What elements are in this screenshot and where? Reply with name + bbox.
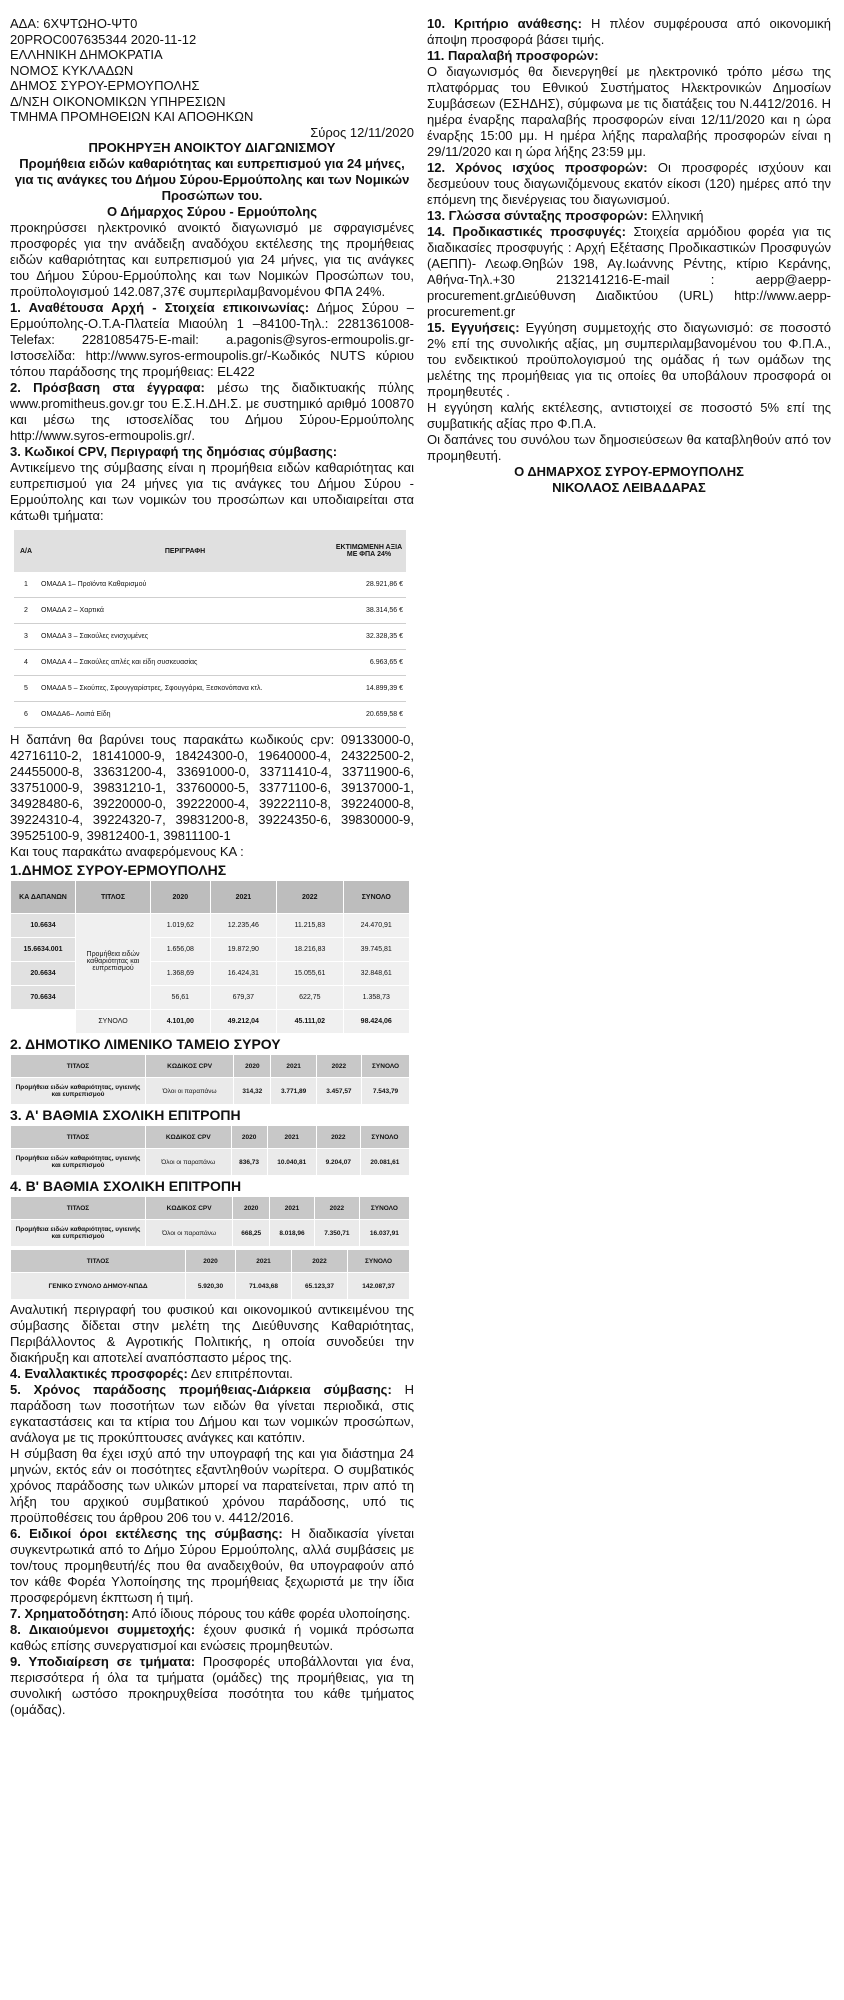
section-7 (10, 1606, 414, 1622)
cell: 7.543,79 (362, 1078, 410, 1105)
ka3-table (10, 1125, 410, 1176)
groups-header-description: ΠΕΡΙΓΡΑΦΗ (38, 530, 332, 572)
header: 2020 (231, 1126, 267, 1149)
cell: 32.328,35 € (332, 624, 406, 650)
section-9-text: Προσφορές υποβάλλονται για ένα, περισσότερα ή όλα τα τμήματα (ομάδες) της προμήθειας, για τη συνολική ωστόσο προκηρυχθείσα ποσότητα του κάθε τμήματος (ομάδας). (10, 1654, 414, 1717)
cell: 3.457,57 (316, 1078, 361, 1105)
header: 2022 (292, 1250, 348, 1273)
section-6-title: 6. Ειδικοί όροι εκτέλεσης της σύμβασης: (10, 1526, 283, 1541)
section-2 (10, 380, 414, 444)
section-12 (427, 160, 831, 208)
cell: 5 (14, 676, 38, 702)
section-13-title: 13. Γλώσσα σύνταξης προσφορών: (427, 208, 648, 223)
cell: 71.043,68 (236, 1273, 292, 1300)
section-10-title: 10. Κριτήριο ανάθεσης: (427, 16, 582, 31)
header: ΚΩΔΙΚΟΣ CPV (146, 1197, 233, 1220)
groups-table (14, 530, 406, 728)
header: 2021 (267, 1126, 316, 1149)
ka2-title: 2. ΔΗΜΟΤΙΚΟ ΛΙΜΕΝΙΚΟ ΤΑΜΕΙΟ ΣΥΡΟΥ (10, 1036, 281, 1052)
cell: 142.087,37 (348, 1273, 410, 1300)
cell: 19.872,90 (210, 938, 276, 962)
cell: 56,61 (151, 986, 211, 1010)
section-6-text: Η διαδικασία γίνεται συγκεντρωτικά από το Δήμο Σύρου Ερμούπολης, αλλά συμβάσεις με τον/τους προμηθευτή/ές που θα αναδειχθούν, θα υπογραφούν από τον κάθε Φορέα Υλοποίησης της προμήθειας ξεχωριστά με την ίδια προσφερόμενη έκπτωση ή τιμή. (10, 1526, 414, 1605)
cell: 15.055,61 (277, 962, 343, 986)
signature-name: ΝΙΚΟΛΑΟΣ ΛΕΙΒΑΔΑΡΑΣ (552, 480, 706, 495)
section-14-text: Στοιχεία αρμόδιου φορέα για τις διαδικασίες προσφυγής : Αρχή Εξέτασης Προδικαστικών Προσφυγών (ΑΕΠΠ)- Λεωφ.Θηβών 198, Αγ.Ιωάννης Ρέντης, κτίριο Κεράνης, Αθήνα-Τηλ.+30 2132141216-E-mail : aepp@aepp-procurement.grΔιεύθυνση Διαδικτύου (URL) http://www.aepp-procurement.gr (427, 224, 831, 319)
cell: 8.018,96 (270, 1220, 315, 1247)
grand-total-table (10, 1249, 410, 1300)
notice-subtitle: Προμήθεια ειδών καθαριότητας και ευπρεπισμού για 24 μήνες, για τις ανάγκες του Δήμου Σύρου-Ερμούπολης και των Νομικών Προσώπων του. (14, 156, 410, 203)
section-6 (10, 1526, 414, 1606)
header-block (10, 16, 414, 140)
section-11-text: Ο διαγωνισμός θα διενεργηθεί με ηλεκτρονικό τρόπο μέσω της πλατφόρμας του Εθνικού Συστήματος Ηλεκτρονικών Δημοσίων Συμβάσεων (ΕΣΗΔΗΣ), σύμφωνα με τις διατάξεις του Ν.4412/2016. Η ημέρα έναρξης παραλαβής προσφορών είναι 12/11/2020 και η ώρα έναρξης 15:00 μμ. Η ημέρα λήξης παραλαβής προσφορών είναι η 29/11/2020 και η ώρα λήξης 23:59 μμ. (427, 64, 831, 159)
section-5-title: 5. Χρόνος παράδοσης προμήθειας-Διάρκεια σύμβασης: (10, 1382, 392, 1397)
header-line: ΔΗΜΟΣ ΣΥΡΟΥ-ΕΡΜΟΥΠΟΛΗΣ (10, 78, 200, 93)
cell: 20.081,61 (360, 1149, 409, 1176)
header: 2020 (186, 1250, 236, 1273)
signature-role: Ο ΔΗΜΑΡΧΟΣ ΣΥΡΟΥ-ΕΡΜΟΥΠΟΛΗΣ (514, 464, 744, 479)
left-column (10, 16, 414, 1718)
cell: Όλοι οι παραπάνω (146, 1220, 233, 1247)
header: ΤΙΤΛΟΣ (11, 1250, 186, 1273)
groups-header-aa: Α/Α (14, 530, 38, 572)
cell: 70.6634 (11, 986, 76, 1010)
cell: 14.899,39 € (332, 676, 406, 702)
ka-header: 2020 (151, 881, 211, 914)
section-1 (10, 300, 414, 380)
section-13-text: Ελληνική (651, 208, 704, 223)
cell: Όλοι οι παραπάνω (146, 1078, 234, 1105)
table-row (14, 702, 406, 728)
mayor-heading: Ο Δήμαρχος Σύρου - Ερμούπολης (107, 204, 317, 219)
cell: 16.424,31 (210, 962, 276, 986)
cell: ΟΜΑΔΑ 3 – Σακούλες ενισχυμένες (38, 624, 332, 650)
table-row (14, 624, 406, 650)
section-9-title: 9. Υποδιαίρεση σε τμήματα: (10, 1654, 196, 1669)
header-line: Δ/ΝΣΗ ΟΙΚΟΝΟΜΙΚΩΝ ΥΠΗΡΕΣΙΩΝ (10, 93, 226, 109)
cell: 39.745,81 (343, 938, 409, 962)
cell: ΣΥΝΟΛΟ (76, 1010, 151, 1034)
cell: 6 (14, 702, 38, 728)
table-row (14, 572, 406, 598)
header: ΣΥΝΟΛΟ (359, 1197, 409, 1220)
table-row (11, 962, 410, 986)
header: ΚΩΔΙΚΟΣ CPV (146, 1126, 232, 1149)
cell: Προμήθεια ειδών καθαριότητας, υγιεινής και ευπρεπισμού (11, 1220, 146, 1247)
section-3-text: Αντικείμενο της σύμβασης είναι η προμήθεια ειδών καθαριότητας και ευπρεπισμού για 24 μήνες για τις ανάγκες του Δήμου Σύρου - Ερμούπολης και των νομικών του προσώπων και υποδιαιρείται στα κάτωθι τμήματα: (10, 460, 414, 523)
header: 2021 (270, 1197, 315, 1220)
header: ΚΩΔΙΚΟΣ CPV (146, 1055, 234, 1078)
cell: 1.358,73 (343, 986, 409, 1010)
ka4-table (10, 1196, 410, 1247)
cell: 5.920,30 (186, 1273, 236, 1300)
cell: 679,37 (210, 986, 276, 1010)
cell: 3.771,89 (271, 1078, 316, 1105)
section-5-text-2: Η σύμβαση θα έχει ισχύ από την υπογραφή της και για διάστημα 24 μηνών, εκτός εάν οι ποσότητες εξαντληθούν νωρίτερα. Ο συμβατικός χρόνος παράδοσης των υλικών μπορεί να παρατείνεται, πριν από τη λήξη του αρχικού συμβατικού χρόνου παράδοσης, υπό τις προϋποθέσεις του άρθρου 206 του ν. 4412/2016. (10, 1446, 414, 1525)
ka-title-cell: Προμήθεια ειδών καθαριότητας και ευπρεπισμού (76, 914, 151, 1010)
cell: 4 (14, 650, 38, 676)
section-12-text: Οι προσφορές ισχύουν και δεσμεύουν τους διαγωνιζόμενους εκατόν είκοσι (120) ημέρες από την επόμενη της διενέργειας του διαγωνισμού. (427, 160, 832, 207)
ka-intro: Και τους παρακάτω αναφερόμενους ΚΑ : (10, 844, 244, 859)
ka-header: ΤΙΤΛΟΣ (76, 881, 151, 914)
header-line: ΝΟΜΟΣ ΚΥΚΛΑΔΩΝ (10, 62, 134, 78)
cell: ΟΜΑΔΑ6– Λοιπά Είδη (38, 702, 332, 728)
cell (11, 1010, 76, 1034)
table-row (11, 986, 410, 1010)
table-row (11, 1149, 410, 1176)
table-row (11, 1220, 410, 1247)
intro-paragraph: προκηρύσσει ηλεκτρονικό ανοικτό διαγωνισμό με σφραγισμένες προσφορές για την ανάδειξη αναδόχου εκτέλεσης της προμήθειας ειδών καθαριότητας και ευπρεπισμού για 24 μήνες, για τις ανάγκες του Δήμου Σύρου-Ερμούπολης και των Νομικών Προσώπων του, προϋπολογισμού 142.087,37€ συμπεριλαμβανομένου ΦΠΑ 24%. (10, 220, 414, 299)
cell: 65.123,37 (292, 1273, 348, 1300)
cell: Προμήθεια ειδών καθαριότητας, υγιεινής και ευπρεπισμού (11, 1149, 146, 1176)
header-line: 20PROC007635344 2020-11-12 (10, 31, 197, 47)
cell: ΟΜΑΔΑ 4 – Σακούλες απλές και είδη συσκευασίας (38, 650, 332, 676)
ka-header: ΚΑ ΔΑΠΑΝΩΝ (11, 881, 76, 914)
header: ΣΥΝΟΛΟ (348, 1250, 410, 1273)
cell: 1.368,69 (151, 962, 211, 986)
cell: 3 (14, 624, 38, 650)
header: 2021 (271, 1055, 316, 1078)
section-8 (10, 1622, 414, 1654)
section-7-text: Από ίδιους πόρους του κάθε φορέα υλοποίησης. (131, 1606, 411, 1621)
cell: 49.212,04 (210, 1010, 276, 1034)
section-8-title: 8. Δικαιούμενοι συμμετοχής: (10, 1622, 196, 1637)
header: ΤΙΤΛΟΣ (11, 1055, 146, 1078)
table-row (11, 1273, 410, 1300)
cell: 12.235,46 (210, 914, 276, 938)
cell: 18.216,83 (277, 938, 343, 962)
ka-header: 2022 (277, 881, 343, 914)
ka-header: ΣΥΝΟΛΟ (343, 881, 409, 914)
header: 2020 (234, 1055, 271, 1078)
section-10-text: Η πλέον συμφέρουσα από οικονομική άποψη προσφορά βάσει τιμής. (427, 16, 831, 47)
table-row (11, 1078, 410, 1105)
section-2-text: μέσω της διαδικτυακής πύλης www.promitheus.gov.gr του Ε.Σ.Η.ΔΗ.Σ. με συστημικό αριθμό 100870 και μέσω της ιστοσελίδας του Δήμου Σύρου-Ερμούπολης http://www.syros-ermoupolis.gr/. (10, 380, 414, 443)
header-date: Σύρος 12/11/2020 (310, 124, 414, 140)
table-row (14, 650, 406, 676)
cell: 7.350,71 (314, 1220, 359, 1247)
section-15-text-3: Οι δαπάνες του συνόλου των δημοσιεύσεων θα καταβληθούν από τον προμηθευτή. (427, 432, 831, 463)
section-15 (427, 320, 831, 400)
cpv-paragraph: Η δαπάνη θα βαρύνει τους παρακάτω κωδικούς cpv: 09133000-0, 42716110-2, 18141000-9, 18424300-0, 19640000-4, 24322500-2, 24455000-8, 33631200-4, 33691000-0, 33711410-4, 33711900-6, 33751000-9, 39831210-1, 33760000-5, 33771100-6, 39137000-1, 34928480-6, 39220000-0, 39222000-4, 39222110-8, 39224000-8, 39224310-4, 39224320-7, 39831200-8, 39224350-6, 39830000-9, 39525100-9, 39812400-1, 39811100-1 (10, 732, 414, 843)
cell: 314,32 (234, 1078, 271, 1105)
cell: 38.314,56 € (332, 598, 406, 624)
section-14 (427, 224, 831, 320)
table-row (14, 676, 406, 702)
header: ΤΙΤΛΟΣ (11, 1126, 146, 1149)
cell: 1.019,62 (151, 914, 211, 938)
section-13 (427, 208, 831, 224)
description-paragraph: Αναλυτική περιγραφή του φυσικού και οικονομικού αντικειμένου της σύμβασης δίδεται στην μελέτη της Διεύθυνσης Καθαριότητας, Περιβάλλοντος & Αγροτικής Πολιτικής, η οποία συνοδεύει την διακήρυξη και αποτελεί αναπόσπαστο μέρος της. (10, 1302, 414, 1365)
section-4-title: 4. Εναλλακτικές προσφορές: (10, 1366, 188, 1381)
table-row (14, 598, 406, 624)
section-9 (10, 1654, 414, 1718)
ka1-title: 1.ΔΗΜΟΣ ΣΥΡΟΥ-ΕΡΜΟΥΠΟΛΗΣ (10, 862, 227, 878)
section-5-text: Η παράδοση των ποσοτήτων των ειδών θα γίνεται περιοδικά, στις εγκαταστάσεις και τα κτίρια του Δήμου και των νομικών προσώπων, ανάλογα με τις προκύπτουσες ανάγκες και κατόπιν. (10, 1382, 414, 1445)
cell: 836,73 (231, 1149, 267, 1176)
cell: 98.424,06 (343, 1010, 409, 1034)
header: ΣΥΝΟΛΟ (362, 1055, 410, 1078)
cell: Όλοι οι παραπάνω (146, 1149, 232, 1176)
cell: 2 (14, 598, 38, 624)
cell: 1.656,08 (151, 938, 211, 962)
ka4-title: 4. Β' ΒΑΘΜΙΑ ΣΧΟΛΙΚΗ ΕΠΙΤΡΟΠΗ (10, 1178, 242, 1194)
ka2-table (10, 1054, 410, 1105)
cell: 10.6634 (11, 914, 76, 938)
ka3-title: 3. Α' ΒΑΘΜΙΑ ΣΧΟΛΙΚΗ ΕΠΙΤΡΟΠΗ (10, 1107, 241, 1123)
section-1-text: Δήμος Σύρου – Ερμούπολης-Ο.Τ.Α-Πλατεία Μιαούλη 1 –84100-Τηλ.: 2281361008-Telefax: 2281085475-E-mail: a.pagonis@syros-ermoupolis.gr-Ιστοσελίδα: http://www.syros-ermoupolis.gr/-Κωδικός NUTS κύριου τόπου παράδοσης της προμήθειας: EL422 (10, 300, 414, 379)
cell: 1 (14, 572, 38, 598)
section-15-text-2: Η εγγύηση καλής εκτέλεσης, αντιστοιχεί σε ποσοστό 5% επί της συμβατικής αξίας προ Φ.Π.Α. (427, 400, 831, 431)
header: 2022 (314, 1197, 359, 1220)
cell: 20.659,58 € (332, 702, 406, 728)
cell: 45.111,02 (277, 1010, 343, 1034)
table-row (11, 914, 410, 938)
section-8-text: έχουν φυσικά ή νομικά πρόσωπα καθώς επίσης συνεργατισμοί και ενώσεις προμηθευτών. (10, 1622, 414, 1653)
header: 2022 (316, 1126, 360, 1149)
header: 2021 (236, 1250, 292, 1273)
cell: 28.921,86 € (332, 572, 406, 598)
cell: 622,75 (277, 986, 343, 1010)
header: 2020 (233, 1197, 270, 1220)
header-line: ΑΔΑ: 6ΧΨΤΩΗΟ-ΨΤ0 (10, 16, 138, 31)
section-7-title: 7. Χρηματοδότηση: (10, 1606, 129, 1621)
cell: 11.215,83 (277, 914, 343, 938)
ka-header: 2021 (210, 881, 276, 914)
cell: 20.6634 (11, 962, 76, 986)
cell: 6.963,65 € (332, 650, 406, 676)
section-12-title: 12. Χρόνος ισχύος προσφορών: (427, 160, 648, 175)
header-line: ΕΛΛΗΝΙΚΗ ΔΗΜΟΚΡΑΤΙΑ (10, 47, 163, 62)
notice-title: ΠΡΟΚΗΡΥΞΗ ΑΝΟΙΚΤΟΥ ΔΙΑΓΩΝΙΣΜΟΥ (88, 140, 336, 155)
ka-table (10, 880, 410, 1034)
cell: 10.040,81 (267, 1149, 316, 1176)
table-row (11, 938, 410, 962)
cell: 15.6634.001 (11, 938, 76, 962)
section-10 (427, 16, 831, 48)
table-total-row (11, 1010, 410, 1034)
section-15-text: Εγγύηση συμμετοχής στο διαγωνισμό: σε ποσοστό 2% επί της συνολικής αξίας, μη συμπεριλαμβανομένου του Φ.Π.Α., του ενδεικτικού προϋπολογισμού της ομάδας ή των ομάδων της μελέτης της προμήθειας για τις οποίες θα υποβάλουν προσφορά οι προμηθευτές . (427, 320, 831, 399)
section-15-title: 15. Εγγυήσεις: (427, 320, 520, 335)
header-line: ΤΜΗΜΑ ΠΡΟΜΗΘΕΙΩΝ ΚΑΙ ΑΠΟΘΗΚΩΝ (10, 109, 254, 124)
section-4 (10, 1366, 414, 1382)
cell: 668,25 (233, 1220, 270, 1247)
section-14-title: 14. Προδικαστικές προσφυγές: (427, 224, 626, 239)
section-1-title: 1. Αναθέτουσα Αρχή - Στοιχεία επικοινωνίας: (10, 300, 310, 315)
section-4-text: Δεν επιτρέπονται. (190, 1366, 293, 1381)
section-3-title: 3. Κωδικοί CPV, Περιγραφή της δημόσιας σύμβασης: (10, 444, 338, 459)
cell: 9.204,07 (316, 1149, 360, 1176)
right-column (427, 16, 831, 496)
cell: ΟΜΑΔΑ 1– Προϊόντα Καθαρισμού (38, 572, 332, 598)
cell: 32.848,61 (343, 962, 409, 986)
section-11-title: 11. Παραλαβή προσφορών: (427, 48, 599, 63)
cell: Προμήθεια ειδών καθαριότητας, υγιεινής και ευπρεπισμού (11, 1078, 146, 1105)
header: 2022 (316, 1055, 361, 1078)
section-5 (10, 1382, 414, 1446)
header: ΣΥΝΟΛΟ (360, 1126, 409, 1149)
cell: ΟΜΑΔΑ 5 – Σκούπες, Σφουγγαρίστρες, Σφουγγάρια, Ξεσκονόπανα κτλ. (38, 676, 332, 702)
section-2-title: 2. Πρόσβαση στα έγγραφα: (10, 380, 205, 395)
cell: ΟΜΑΔΑ 2 – Χαρτικά (38, 598, 332, 624)
header: ΤΙΤΛΟΣ (11, 1197, 146, 1220)
cell: 16.037,91 (359, 1220, 409, 1247)
cell: ΓΕΝΙΚΟ ΣΥΝΟΛΟ ΔΗΜΟΥ-ΝΠΔΔ (11, 1273, 186, 1300)
cell: 24.470,91 (343, 914, 409, 938)
cell: 4.101,00 (151, 1010, 211, 1034)
groups-header-value: ΕΚΤΙΜΩΜΕΝΗ ΑΞΙΑ ΜΕ ΦΠΑ 24% (332, 530, 406, 572)
